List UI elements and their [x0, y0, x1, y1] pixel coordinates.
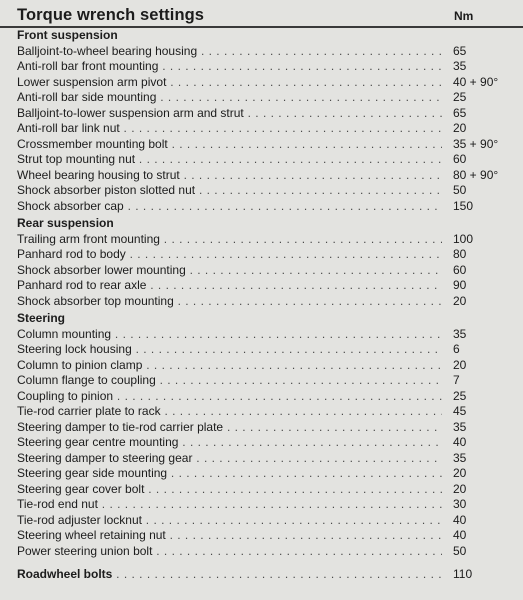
table-row	[0, 342, 523, 358]
table-row	[0, 44, 523, 60]
row-value: 65	[453, 43, 467, 58]
row-label: Shock absorber cap . . .	[17, 199, 442, 215]
row-label: Tie-rod end nut . . .	[17, 497, 442, 513]
row-value: 20	[453, 121, 467, 135]
row-label: Balljoint-to-wheel bearing housing . . .	[17, 44, 442, 60]
row-label: Power steering union bolt . . .	[17, 544, 442, 560]
row-value: 25	[453, 388, 467, 403]
row-label: Shock absorber piston slotted nut . . .	[17, 183, 442, 199]
row-label: Anti-roll bar side mounting . . .	[17, 90, 442, 106]
roadwheel-bolts-row	[0, 567, 523, 583]
roadwheel-bolts-value: 110	[453, 567, 473, 581]
row-value: 80 + 90°	[453, 167, 499, 182]
table-row	[0, 199, 523, 215]
table-row	[0, 152, 523, 168]
row-label: Balljoint-to-lower suspension arm and strut . . .	[17, 106, 442, 122]
row-value: 100	[453, 231, 474, 246]
row-value: 35	[453, 59, 467, 73]
torque-table	[0, 26, 523, 583]
row-value: 35	[453, 419, 467, 434]
table-row	[0, 75, 523, 91]
table-row	[0, 263, 523, 279]
row-label: Panhard rod to body . . .	[17, 247, 442, 263]
row-label: Steering lock housing . . .	[17, 342, 442, 358]
row-value: 25	[453, 90, 467, 104]
row-value: 20	[453, 293, 467, 308]
row-label: Tie-rod adjuster locknut . . .	[17, 513, 442, 529]
row-label: Tie-rod carrier plate to rack . . .	[17, 404, 442, 420]
unit-heading: Nm	[454, 9, 474, 23]
row-value: 50	[453, 543, 467, 558]
row-value: 35 + 90°	[453, 136, 499, 151]
row-value: 80	[453, 247, 467, 261]
row-value: 20	[453, 481, 467, 496]
table-row	[0, 404, 523, 420]
row-label: Panhard rod to rear axle . . .	[17, 278, 442, 294]
row-value: 20	[453, 466, 467, 480]
row-value: 6	[453, 342, 460, 356]
table-row	[0, 544, 523, 560]
row-label: Coupling to pinion . . .	[17, 389, 442, 405]
row-value: 40 + 90°	[453, 74, 499, 89]
table-row	[0, 420, 523, 436]
table-row	[0, 90, 523, 106]
row-label: Anti-roll bar link nut . . .	[17, 121, 442, 137]
table-row	[0, 451, 523, 467]
table-row	[0, 389, 523, 405]
table-row	[0, 358, 523, 374]
row-value: 7	[453, 373, 460, 387]
row-label: Wheel bearing housing to strut . . .	[17, 168, 442, 184]
table-row	[0, 121, 523, 137]
row-label: Shock absorber lower mounting . . .	[17, 263, 442, 279]
row-label: Anti-roll bar front mounting . . .	[17, 59, 442, 75]
row-value: 150	[453, 198, 474, 213]
row-label: Shock absorber top mounting . . .	[17, 294, 442, 310]
table-row	[0, 168, 523, 184]
table-row	[0, 528, 523, 544]
row-label: Steering gear side mounting . . .	[17, 466, 442, 482]
row-value: 65	[453, 105, 467, 120]
row-label: Trailing arm front mounting . . .	[17, 232, 442, 248]
row-label: Steering gear centre mounting . . .	[17, 435, 442, 451]
row-value: 60	[453, 262, 467, 277]
table-row	[0, 327, 523, 343]
row-label: Steering gear cover bolt . . .	[17, 482, 442, 498]
table-row	[0, 294, 523, 310]
table-row	[0, 466, 523, 482]
table-row	[0, 183, 523, 199]
row-value: 40	[453, 512, 467, 527]
row-value: 20	[453, 357, 467, 372]
row-value: 30	[453, 497, 467, 511]
section-title-front-suspension: Front suspension	[17, 28, 118, 42]
table-row	[0, 482, 523, 498]
table-header	[0, 0, 523, 28]
section-title-rear-suspension: Rear suspension	[17, 216, 114, 230]
row-label: Steering damper to steering gear . . .	[17, 451, 442, 467]
roadwheel-bolts-label: Roadwheel bolts . . .	[17, 567, 442, 583]
row-value: 90	[453, 278, 467, 292]
table-row	[0, 232, 523, 248]
row-label: Crossmember mounting bolt . . .	[17, 137, 442, 153]
page-title: Torque wrench settings	[17, 6, 205, 24]
table-row	[0, 106, 523, 122]
row-value: 60	[453, 152, 467, 166]
table-row	[0, 247, 523, 263]
row-value: 35	[453, 450, 467, 465]
section-title-steering: Steering	[17, 311, 66, 325]
row-value: 50	[453, 183, 467, 197]
row-value: 40	[453, 435, 467, 449]
row-label: Strut top mounting nut . . .	[17, 152, 442, 168]
table-row	[0, 59, 523, 75]
row-label: Column mounting . . .	[17, 327, 442, 343]
row-label: Column flange to coupling . . .	[17, 373, 442, 389]
table-row	[0, 497, 523, 513]
table-row	[0, 373, 523, 389]
table-row	[0, 137, 523, 153]
table-row	[0, 435, 523, 451]
table-row	[0, 513, 523, 529]
row-label: Column to pinion clamp . . .	[17, 358, 442, 374]
row-value: 45	[453, 404, 467, 418]
row-value: 35	[453, 326, 467, 341]
row-value: 40	[453, 528, 467, 542]
row-label: Steering wheel retaining nut . . .	[17, 528, 442, 544]
table-row	[0, 278, 523, 294]
row-label: Steering damper to tie-rod carrier plate . . .	[17, 420, 442, 436]
row-label: Lower suspension arm pivot . . .	[17, 75, 442, 91]
